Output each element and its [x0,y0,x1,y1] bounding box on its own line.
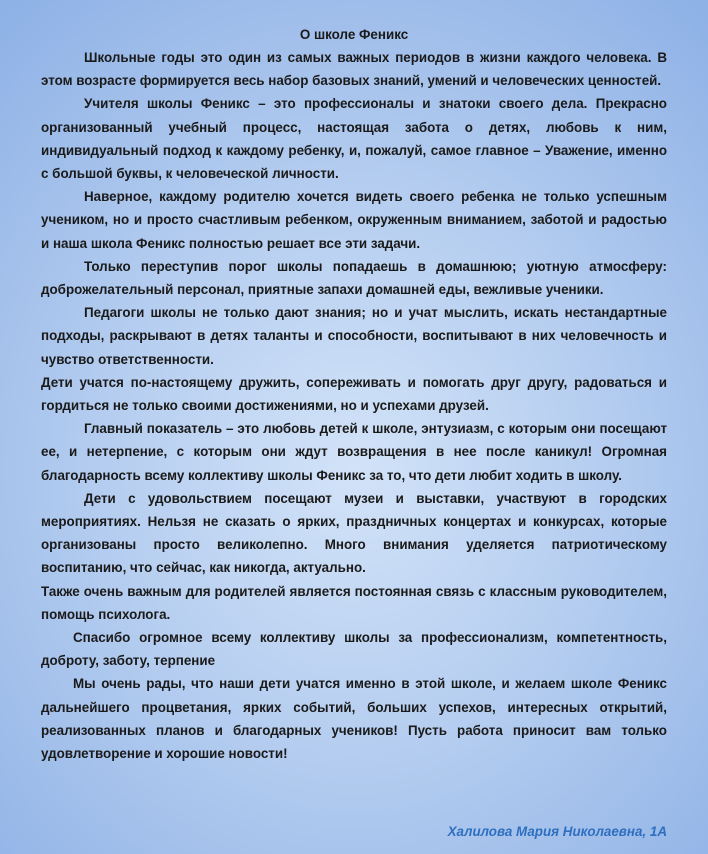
paragraph-atmosphere: Только переступив порог школы попадаешь в домашнюю; уютную атмосферу: доброжелательный персонал, приятные запахи домашней еды, вежливые ученики. [41,258,667,298]
paragraph-wishes: Мы очень рады, что наши дети учатся именно в этой школе, и желаем школе Феникс дальнейшего процветания, ярких событий, больших успехов, интересных открытий, реализованных планов и благодарных учеников! Пусть работа приносит вам только удовлетворение и хорошие новости! [41,676,667,762]
paragraph-thanks: Спасибо огромное всему коллективу школы за профессионализм, компетентность, доброту, заботу, терпение [41,630,667,669]
paragraph-friendship: Дети учатся по-настоящему дружить, сопереживать и помогать друг другу, радоваться и гордиться не только своими достижениями, но и успехами друзей. [41,374,667,414]
paragraph-pedagogues: Педагоги школы не только дают знания; но и учат мыслить, искать нестандартные подходы, раскрывают в детях таланты и способности, воспитывают в них человечность и чувство ответственности. [41,305,667,367]
letter-body [41,24,667,765]
paragraph-parents-wish: Наверное, каждому родителю хочется видеть своего ребенка не только успешным учеником, но и просто счастливым ребенком, окруженным вниманием, заботой и радостью и наша школа Феникс полностью решает все эти задачи. [41,189,667,251]
paragraph-teachers: Учителя школы Феникс – это профессионалы и знатоки своего дела. Прекрасно организованный учебный процесс, настоящая забота о детях, любовь к ним, индивидуальный подход к каждому ребенку, и, пожалуй, самое главное – Уважение, именно с большой буквы, к человеческой личности. [41,96,667,182]
paragraph-class-teacher: Также очень важным для родителей является постоянная связь с классным руководителем, помощь психолога. [41,583,667,622]
paragraph-museums: Дети с удовольствием посещают музеи и выставки, участвуют в городских мероприятиях. Нельзя не сказать о ярких, праздничных концертах и конкурсах, которые организованы просто великолепно. Много внимания уделяется патриотическому воспитанию, что сейчас, как никогда, актуально. [41,490,667,576]
paragraph-school-years: Школьные годы это один из самых важных периодов в жизни каждого человека. В этом возрасте формируется весь набор базовых знаний, умений и человеческих ценностей. [41,50,667,89]
paragraph-main-indicator: Главный показатель – это любовь детей к школе, энтузиазм, с которым они посещают ее, и нетерпение, с которым они ждут возвращения в нее после каникул! Огромная благодарность всему коллективу школы Феникс за то, что дети любит ходить в школу. [41,421,667,483]
author-signature: Халилова Мария Николаевна, 1А [447,824,667,839]
page-title: О школе Феникс [299,27,409,42]
